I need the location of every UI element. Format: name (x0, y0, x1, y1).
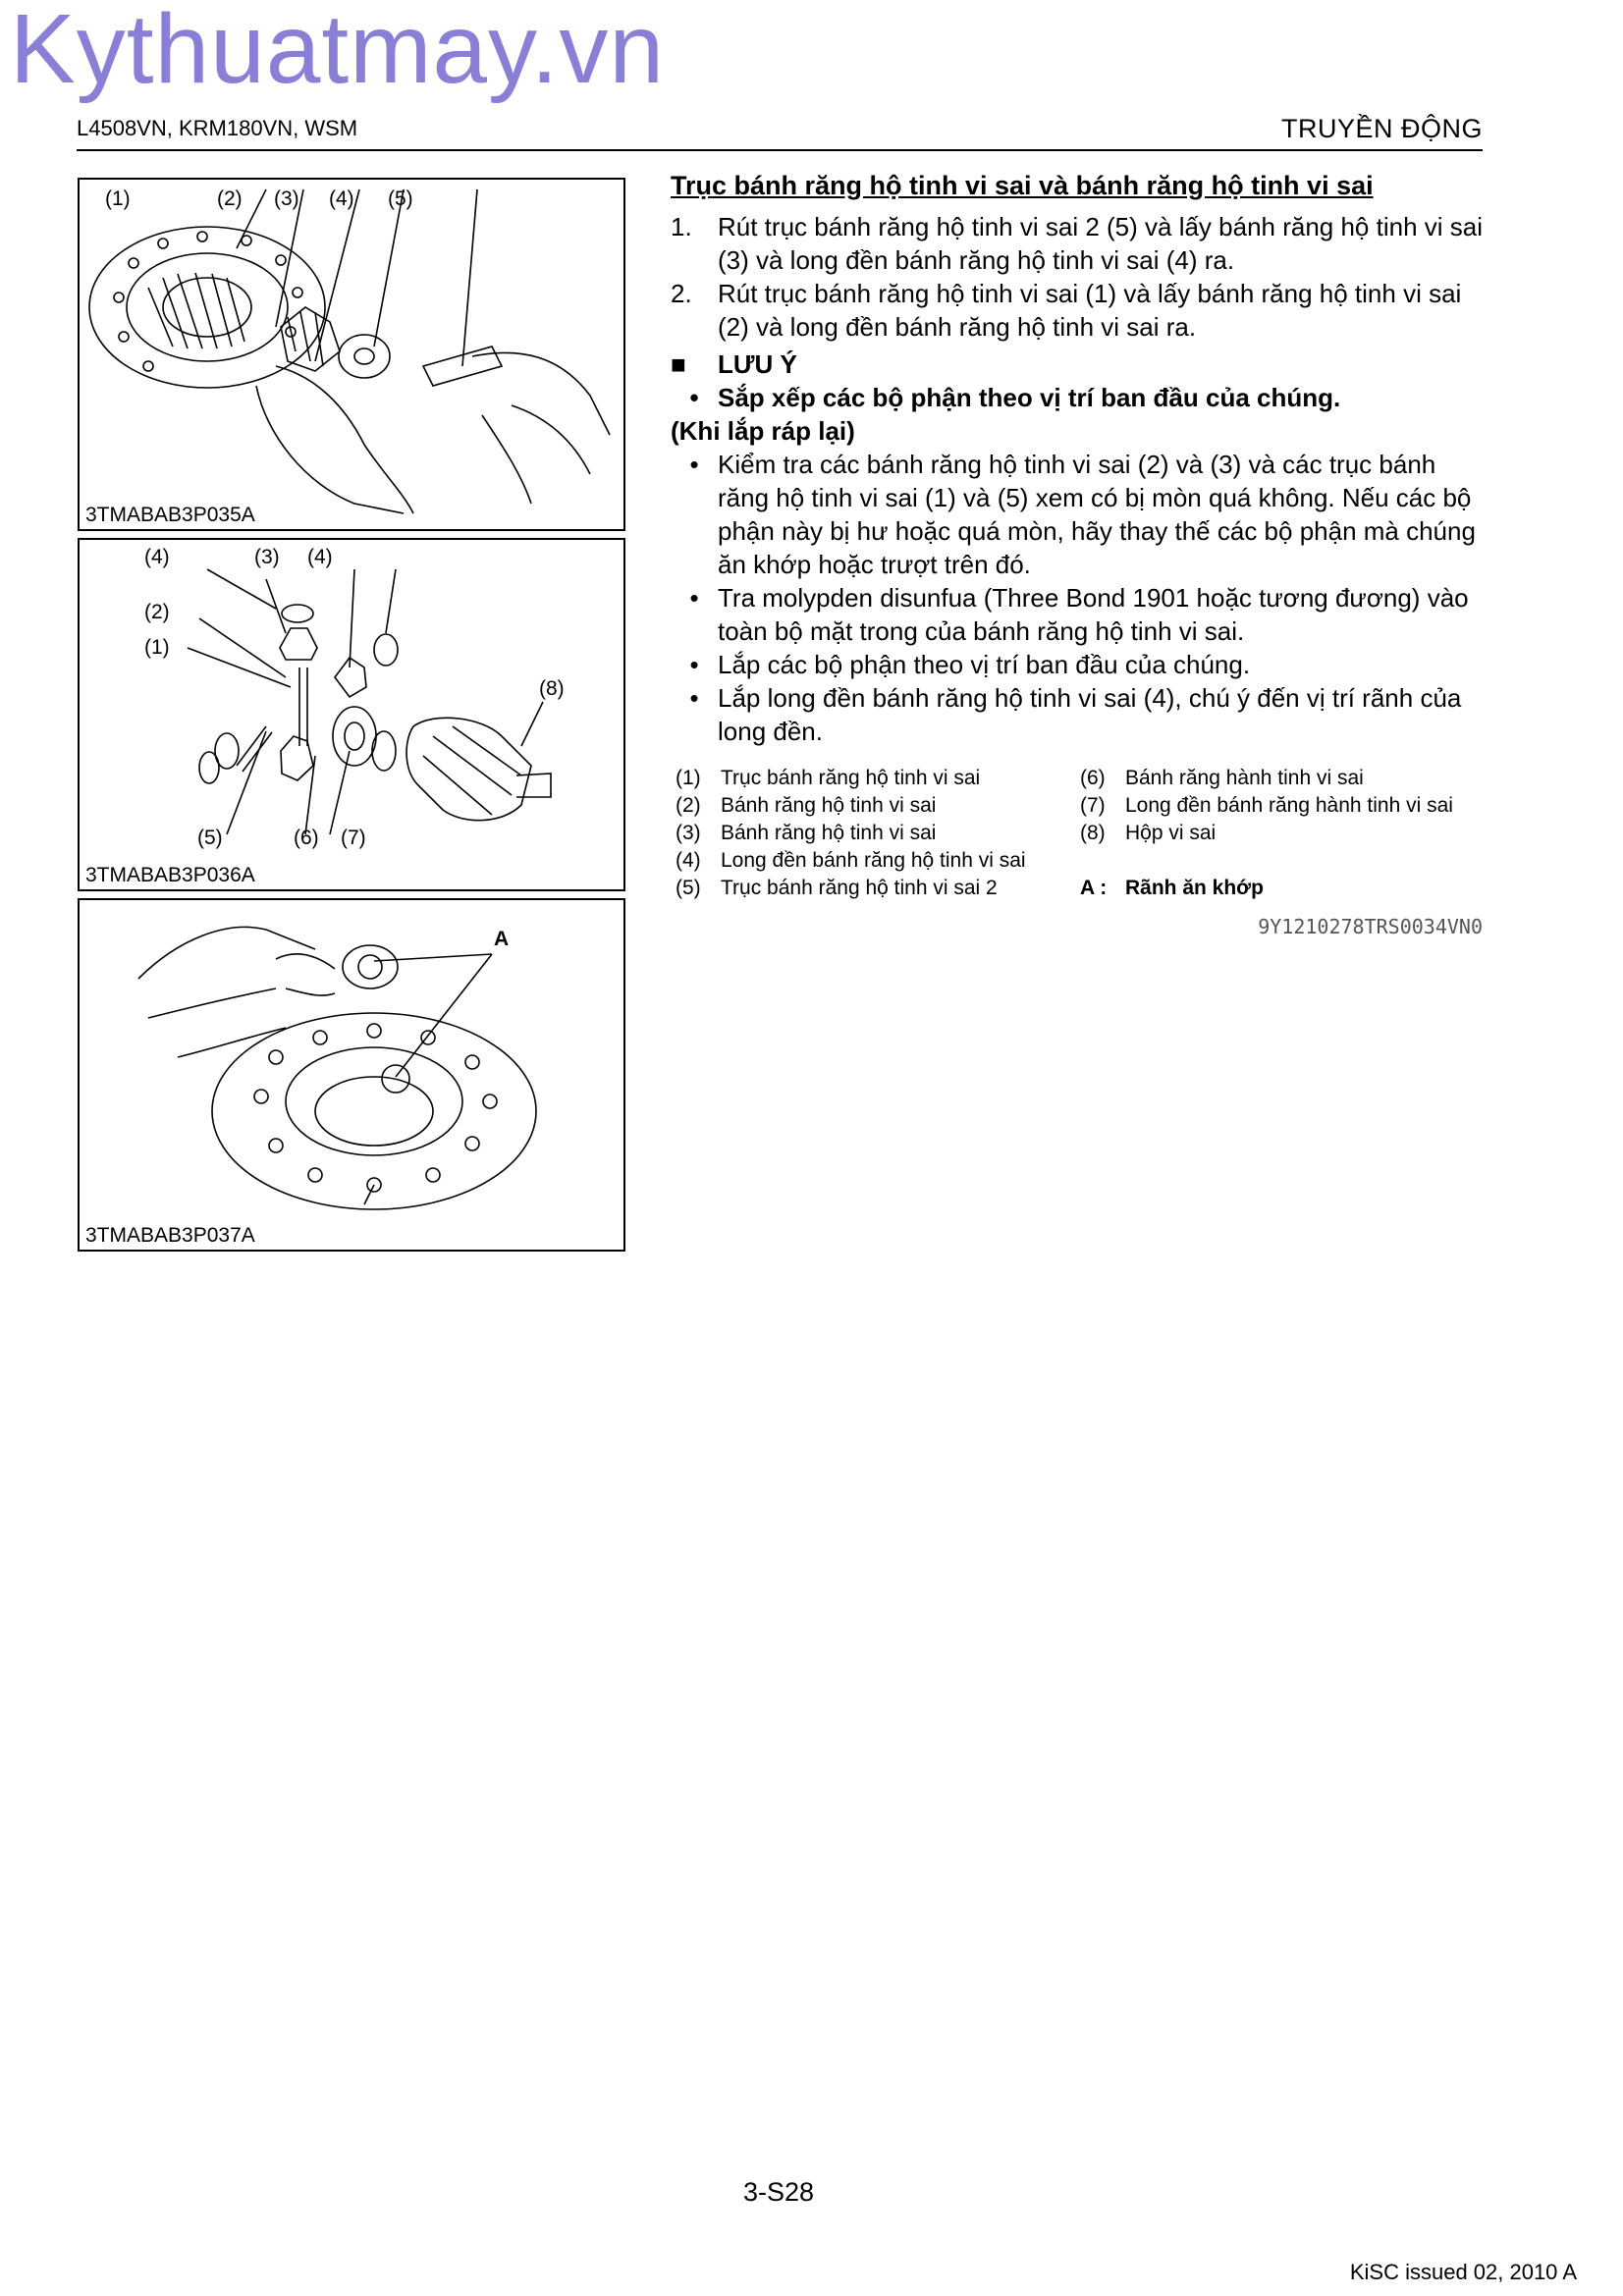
legend-text: Trục bánh răng hộ tinh vi sai 2 (721, 877, 998, 899)
legend-text: Long đền bánh răng hành tinh vi sai (1125, 794, 1453, 817)
legend-text: Long đền bánh răng hộ tinh vi sai (721, 849, 1026, 872)
bullet-icon: • (689, 583, 699, 613)
legend-number: (1) (676, 767, 701, 789)
bullet-text: Lắp các bộ phận theo vị trí ban đầu của chúng. (718, 650, 1251, 679)
legend-key-label: A : (1080, 877, 1108, 899)
legend-text: Bánh răng hành tinh vi sai (1125, 767, 1364, 789)
reassembly-bullet-1 (671, 448, 1484, 581)
bullet-icon: • (689, 650, 699, 679)
callout-5: (5) (197, 827, 223, 849)
legend-item (676, 875, 1026, 902)
bullet-icon: • (689, 683, 699, 713)
callout-8: (8) (539, 677, 565, 700)
figure-3-illustration (80, 900, 623, 1250)
legend-number: (7) (1080, 794, 1106, 817)
callout-3: (3) (254, 546, 280, 568)
bullet-text: Tra molypden disunfua (Three Bond 1901 hoặc tương đương) vào toàn bộ mặt trong của bánh răng hộ tinh vi sai. (718, 583, 1469, 646)
callout-A: A (494, 928, 510, 950)
callout-1: (1) (105, 187, 131, 210)
reassembly-bullet-2 (671, 581, 1484, 648)
legend-number: (6) (1080, 767, 1106, 789)
figure-1 (78, 178, 625, 531)
note-bullet (671, 381, 1484, 414)
callout-7: (7) (341, 827, 366, 849)
step-text: Rút trục bánh răng hộ tinh vi sai (1) và lấy bánh răng hộ tinh vi sai (2) và long đền bánh răng hộ tinh vi sai ra. (718, 279, 1462, 342)
legend-text: Hộp vi sai (1125, 822, 1217, 844)
step-2 (671, 277, 1484, 344)
section-title: Trục bánh răng hộ tinh vi sai và bánh răng hộ tinh vi sai (671, 171, 1374, 200)
square-bullet-icon: ■ (671, 349, 686, 379)
legend-text: Bánh răng hộ tinh vi sai (721, 794, 937, 817)
legend-text: Trục bánh răng hộ tinh vi sai (721, 767, 981, 789)
header-rule (77, 149, 1483, 151)
note-label: LƯU Ý (718, 349, 797, 379)
legend-key (1080, 875, 1453, 902)
legend-number: (3) (676, 822, 701, 844)
figure-code: 3TMABAB3P037A (85, 1224, 255, 1247)
callout-2: (2) (144, 601, 170, 623)
step-number: 2. (671, 279, 692, 308)
figure-code: 3TMABAB3P035A (85, 504, 255, 526)
figure-code: 3TMABAB3P036A (85, 864, 255, 886)
issue-info: KiSC issued 02, 2010 A (1349, 2260, 1577, 2284)
callout-5: (5) (388, 187, 413, 210)
figure-3 (78, 898, 625, 1252)
legend-text: Bánh răng hộ tinh vi sai (721, 822, 937, 844)
legend-number: (8) (1080, 822, 1106, 844)
legend-number: (4) (676, 849, 701, 872)
callout-4-right: (4) (307, 546, 333, 568)
reassembly-bullet-4 (671, 681, 1484, 748)
legend-item (1080, 765, 1453, 792)
legend-item (676, 820, 1026, 847)
bullet-icon: • (689, 450, 699, 479)
callout-4: (4) (329, 187, 354, 210)
callout-2: (2) (217, 187, 243, 210)
header-section: TRUYỀN ĐỘNG (1280, 114, 1483, 143)
legend-item (676, 847, 1026, 875)
legend-left-column (676, 765, 1026, 902)
bullet-text: Lắp long đền bánh răng hộ tinh vi sai (4), chú ý đến vị trí rãnh của long đền. (718, 683, 1462, 746)
bullet-icon: • (689, 383, 699, 412)
reassembly-bullet-3 (671, 648, 1484, 681)
figure-1-illustration (80, 180, 623, 529)
figure-2 (78, 538, 625, 891)
document-id: 9Y1210278TRS0034VN0 (1258, 915, 1483, 938)
legend-item (1080, 792, 1453, 820)
bullet-text: Kiểm tra các bánh răng hộ tinh vi sai (2) và (3) và các trục bánh răng hộ tinh vi sai (1) và (5) xem có bị mòn quá không. Nếu các bộ phận này bị hư hoặc quá mòn, hãy thay thế các bộ phận mà chúng ăn khớp hoặc trượt trên đó. (718, 450, 1476, 579)
callout-3: (3) (274, 187, 299, 210)
header-model: L4508VN, KRM180VN, WSM (77, 116, 358, 140)
page-number: 3-S28 (743, 2177, 815, 2207)
legend-key-text: Rãnh ăn khớp (1125, 877, 1264, 899)
legend-item (676, 792, 1026, 820)
callout-6: (6) (294, 827, 319, 849)
legend-item (676, 765, 1026, 792)
procedure-content (671, 169, 1484, 748)
step-number: 1. (671, 212, 692, 241)
legend-item (1080, 820, 1453, 847)
note-text: Sắp xếp các bộ phận theo vị trí ban đầu của chúng. (718, 383, 1341, 412)
callout-1: (1) (144, 636, 170, 659)
step-1 (671, 210, 1484, 277)
callout-4-left: (4) (144, 546, 170, 568)
legend-number: (2) (676, 794, 701, 817)
step-text: Rút trục bánh răng hộ tinh vi sai 2 (5) và lấy bánh răng hộ tinh vi sai (3) và long đền bánh răng hộ tinh vi sai (4) ra. (718, 212, 1483, 275)
note-heading (671, 347, 1484, 381)
legend-number: (5) (676, 877, 701, 899)
watermark: Kythuatmay.vn (10, 0, 666, 104)
legend-right-column (1080, 765, 1453, 902)
reassembly-heading: (Khi lắp ráp lại) (671, 416, 855, 446)
